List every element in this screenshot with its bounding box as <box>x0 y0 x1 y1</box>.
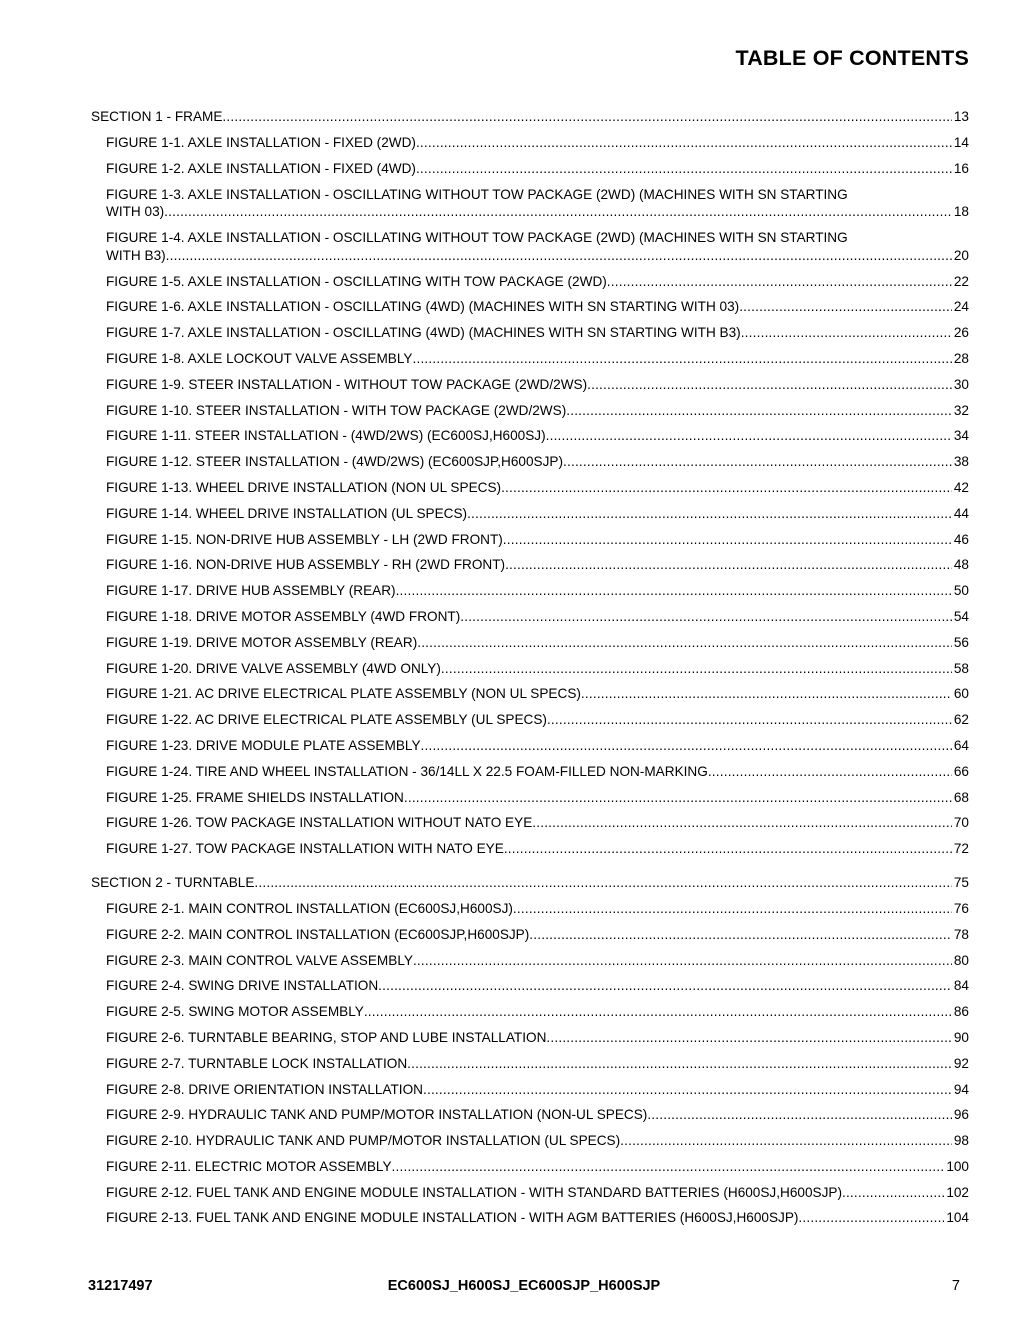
toc-entry-title: FIGURE 2-11. ELECTRIC MOTOR ASSEMBLY <box>106 1158 392 1174</box>
dot-leader <box>254 874 951 892</box>
toc-page-number: 24 <box>953 299 969 315</box>
toc-figure-entry[interactable] <box>106 1132 969 1158</box>
toc-page-number: 66 <box>953 763 969 779</box>
dot-leader <box>404 789 952 807</box>
toc-page-number: 100 <box>946 1158 969 1174</box>
toc-figure-entry[interactable] <box>106 900 969 926</box>
toc-entry-title: FIGURE 2-7. TURNTABLE LOCK INSTALLATION <box>106 1055 408 1071</box>
toc-entry-title: FIGURE 1-13. WHEEL DRIVE INSTALLATION (NON UL SPECS) <box>106 479 502 495</box>
dot-leader <box>222 108 951 126</box>
dot-leader <box>416 160 952 178</box>
toc-page-number: 26 <box>953 325 969 341</box>
toc-page-number: 86 <box>953 1004 969 1020</box>
dot-leader <box>708 763 952 781</box>
toc-figure-entry[interactable] <box>106 789 969 815</box>
toc-entry-title: FIGURE 1-11. STEER INSTALLATION - (4WD/2WS) (EC600SJ,H600SJ) <box>106 428 546 444</box>
dot-leader <box>413 952 952 970</box>
toc-figure-entry[interactable] <box>106 608 969 634</box>
toc-entry-title: FIGURE 1-14. WHEEL DRIVE INSTALLATION (UL SPECS) <box>106 505 468 521</box>
toc-page-number: 32 <box>953 402 969 418</box>
toc-entry-title: FIGURE 1-20. DRIVE VALVE ASSEMBLY (4WD ONLY) <box>106 660 441 676</box>
toc-entry-title: FIGURE 1-16. NON-DRIVE HUB ASSEMBLY - RH (2WD FRONT) <box>106 557 506 573</box>
page-footer <box>88 1278 960 1298</box>
dot-leader <box>513 900 952 918</box>
toc-entry-title: FIGURE 1-7. AXLE INSTALLATION - OSCILLATING (4WD) (MACHINES WITH SN STARTING WITH B3) <box>106 325 741 341</box>
dot-leader <box>396 582 952 600</box>
dot-leader <box>421 737 952 755</box>
dot-leader <box>417 634 952 652</box>
dot-leader <box>798 1209 944 1227</box>
toc-page-number: 75 <box>953 874 969 890</box>
dot-leader <box>378 977 952 995</box>
toc-page-number: 14 <box>953 135 969 150</box>
toc-figure-entry[interactable] <box>106 1184 969 1210</box>
toc-page-number: 96 <box>953 1107 969 1123</box>
toc-entry-title: SECTION 2 - TURNTABLE <box>91 874 255 890</box>
toc-page-number: 44 <box>953 505 969 521</box>
toc-figure-entry[interactable] <box>106 376 969 402</box>
toc-entry-title: FIGURE 1-27. TOW PACKAGE INSTALLATION WITH NATO EYE <box>106 841 504 857</box>
toc-figure-entry[interactable] <box>106 134 969 160</box>
dot-leader <box>505 556 952 574</box>
toc-page-number: 58 <box>953 660 969 676</box>
toc-entry-title: FIGURE 2-8. DRIVE ORIENTATION INSTALLATION <box>106 1081 423 1097</box>
toc-page-number: 78 <box>953 926 969 942</box>
dot-leader <box>739 298 952 316</box>
toc-figure-entry <box>106 247 969 265</box>
toc-figure-entry[interactable] <box>106 479 969 505</box>
toc-entry-title: FIGURE 1-9. STEER INSTALLATION - WITHOUT TOW PACKAGE (2WD/2WS) <box>106 376 588 392</box>
dot-leader <box>460 608 952 626</box>
dot-leader <box>581 685 952 703</box>
toc-entry-title-line: FIGURE 1-3. AXLE INSTALLATION - OSCILLATING WITHOUT TOW PACKAGE (2WD) (MACHINES WITH SN STARTING <box>106 186 848 202</box>
toc-entry-title: FIGURE 1-10. STEER INSTALLATION - WITH TOW PACKAGE (2WD/2WS) <box>106 402 567 418</box>
toc-entry-title: FIGURE 2-6. TURNTABLE BEARING, STOP AND LUBE INSTALLATION <box>106 1029 547 1045</box>
toc-figure-entry[interactable] <box>106 1106 969 1132</box>
dot-leader <box>392 1158 945 1176</box>
toc-page-number: 18 <box>953 204 969 220</box>
dot-leader <box>407 1055 952 1073</box>
toc-section-entry[interactable] <box>91 874 969 900</box>
toc-entry-title: FIGURE 2-12. FUEL TANK AND ENGINE MODULE INSTALLATION - WITH STANDARD BATTERIES (H600SJ,H600SJP) <box>106 1184 842 1200</box>
toc-figure-entry[interactable] <box>106 453 969 479</box>
dot-leader <box>647 1106 952 1124</box>
toc-entry-title: SECTION 1 - FRAME <box>91 109 223 124</box>
dot-leader <box>741 324 952 342</box>
section-spacer <box>91 866 969 874</box>
toc-page-number: 46 <box>953 531 969 547</box>
toc-figure-entry[interactable] <box>106 711 969 737</box>
toc-figure-entry[interactable] <box>106 814 969 840</box>
toc-page-number: 48 <box>953 557 969 573</box>
dot-leader <box>532 814 952 832</box>
toc-figure-entry[interactable] <box>106 324 969 350</box>
toc-entry-title: FIGURE 1-17. DRIVE HUB ASSEMBLY (REAR) <box>106 583 396 599</box>
toc-figure-entry[interactable] <box>106 298 969 324</box>
dot-leader <box>504 840 952 858</box>
toc-entry-title: FIGURE 1-24. TIRE AND WHEEL INSTALLATION - 36/14LL X 22.5 FOAM-FILLED NON-MARKING <box>106 763 708 779</box>
toc-figure-entry[interactable] <box>106 1158 969 1184</box>
toc-figure-entry[interactable] <box>106 1003 969 1029</box>
toc-entry-title: FIGURE 2-1. MAIN CONTROL INSTALLATION (EC600SJ,H600SJ) <box>106 900 513 916</box>
dot-leader <box>587 376 952 394</box>
toc-figure-entry[interactable] <box>106 1029 969 1055</box>
toc-page-number: 80 <box>953 952 969 968</box>
dot-leader <box>166 247 952 265</box>
toc-page-number: 42 <box>953 479 969 495</box>
toc-page-number: 72 <box>953 841 969 857</box>
toc-page-number: 70 <box>953 815 969 831</box>
toc-page-number: 104 <box>946 1210 969 1226</box>
toc-entry-title-line: FIGURE 1-4. AXLE INSTALLATION - OSCILLATING WITHOUT TOW PACKAGE (2WD) (MACHINES WITH SN STARTING <box>106 230 848 246</box>
model-names: EC600SJ_H600SJ_EC600SJP_H600SJP <box>387 1278 661 1294</box>
dot-leader <box>547 711 952 729</box>
toc-page-number: 56 <box>953 634 969 650</box>
toc-figure-entry[interactable] <box>106 350 969 376</box>
toc-entry-title: WITH 03) <box>106 204 165 220</box>
toc-figure-entry[interactable] <box>106 427 969 453</box>
dot-leader <box>364 1003 952 1021</box>
toc-figure-entry[interactable] <box>106 1081 969 1107</box>
toc-figure-entry[interactable] <box>106 160 969 186</box>
toc-figure-entry[interactable] <box>106 926 969 952</box>
toc-figure-entry[interactable] <box>106 660 969 686</box>
dot-leader <box>563 453 952 471</box>
dot-leader <box>842 1184 944 1202</box>
toc-entry-title: FIGURE 1-26. TOW PACKAGE INSTALLATION WITHOUT NATO EYE <box>106 815 533 831</box>
toc-figure-entry[interactable] <box>106 402 969 428</box>
page-title: TABLE OF CONTENTS <box>735 46 969 70</box>
toc-page-number: 62 <box>953 712 969 728</box>
toc-entry-title: FIGURE 1-8. AXLE LOCKOUT VALVE ASSEMBLY <box>106 350 413 366</box>
dot-leader <box>546 1029 951 1047</box>
toc-page-number: 30 <box>953 376 969 392</box>
toc-figure-entry[interactable] <box>106 952 969 978</box>
dot-leader <box>529 926 952 944</box>
dot-leader <box>607 273 952 291</box>
toc-figure-entry <box>106 203 969 221</box>
toc-page-number: 84 <box>953 978 969 994</box>
toc-page-number: 22 <box>953 273 969 289</box>
toc-figure-entry[interactable] <box>106 1055 969 1081</box>
toc-page-number: 98 <box>953 1133 969 1149</box>
dot-leader <box>423 1081 952 1099</box>
toc-page-number: 16 <box>953 160 969 176</box>
dot-leader <box>412 350 951 368</box>
toc-entry-title: FIGURE 1-25. FRAME SHIELDS INSTALLATION <box>106 789 404 805</box>
dot-leader <box>566 402 952 420</box>
toc-figure-entry[interactable] <box>106 634 969 660</box>
toc-entry-title: FIGURE 2-13. FUEL TANK AND ENGINE MODULE INSTALLATION - WITH AGM BATTERIES (H600SJ,H600SJP) <box>106 1210 799 1226</box>
toc-page-number: 38 <box>953 454 969 470</box>
toc-page-number: 102 <box>946 1184 969 1200</box>
dot-leader <box>503 531 952 549</box>
toc-entry-wrapped[interactable] <box>106 229 969 273</box>
toc-entry-title: FIGURE 2-2. MAIN CONTROL INSTALLATION (EC600SJP,H600SJP) <box>106 926 530 942</box>
toc-page-number: 54 <box>953 608 969 624</box>
toc-entry-title: WITH B3) <box>106 247 166 263</box>
dot-leader <box>546 427 952 445</box>
toc-entry-title: FIGURE 1-19. DRIVE MOTOR ASSEMBLY (REAR) <box>106 634 418 650</box>
toc-figure-entry[interactable] <box>106 977 969 1003</box>
toc-figure-entry[interactable] <box>106 556 969 582</box>
toc-entry-title: FIGURE 2-3. MAIN CONTROL VALVE ASSEMBLY <box>106 952 413 968</box>
toc-entry-title: FIGURE 1-23. DRIVE MODULE PLATE ASSEMBLY <box>106 737 421 753</box>
toc-section-entry[interactable] <box>91 108 969 134</box>
toc-entry-wrapped[interactable] <box>106 186 969 230</box>
toc-figure-entry[interactable] <box>106 763 969 789</box>
toc-page-number: 68 <box>953 789 969 805</box>
dot-leader <box>441 660 952 678</box>
toc-entry-title: FIGURE 1-1. AXLE INSTALLATION - FIXED (2WD) <box>106 135 416 150</box>
toc-figure-entry[interactable] <box>106 531 969 557</box>
toc-figure-entry[interactable] <box>106 685 969 711</box>
toc-entry-title: FIGURE 2-5. SWING MOTOR ASSEMBLY <box>106 1004 364 1020</box>
toc-page-number: 28 <box>953 350 969 366</box>
dot-leader <box>501 479 952 497</box>
toc-entry-title: FIGURE 1-12. STEER INSTALLATION - (4WD/2WS) (EC600SJP,H600SJP) <box>106 454 564 470</box>
dot-leader <box>620 1132 952 1150</box>
toc-entry-title: FIGURE 1-15. NON-DRIVE HUB ASSEMBLY - LH (2WD FRONT) <box>106 531 503 547</box>
toc-entry-title: FIGURE 1-5. AXLE INSTALLATION - OSCILLATING WITH TOW PACKAGE (2WD) <box>106 273 607 289</box>
toc-figure-entry[interactable] <box>106 582 969 608</box>
toc-entry-title: FIGURE 2-9. HYDRAULIC TANK AND PUMP/MOTOR INSTALLATION (NON-UL SPECS) <box>106 1107 648 1123</box>
toc-page-number: 64 <box>953 737 969 753</box>
toc-figure-entry[interactable] <box>106 1209 969 1235</box>
toc-entry-title: FIGURE 1-6. AXLE INSTALLATION - OSCILLATING (4WD) (MACHINES WITH SN STARTING WITH 03) <box>106 299 740 315</box>
toc-page-number: 34 <box>953 428 969 444</box>
toc-page-number: 13 <box>953 109 969 124</box>
toc-page-number: 90 <box>953 1029 969 1045</box>
toc-figure-entry[interactable] <box>106 840 969 866</box>
toc-entry-title: FIGURE 1-18. DRIVE MOTOR ASSEMBLY (4WD FRONT) <box>106 608 461 624</box>
toc-page-number: 76 <box>953 900 969 916</box>
dot-leader <box>416 134 952 152</box>
toc-entry-title: FIGURE 2-10. HYDRAULIC TANK AND PUMP/MOTOR INSTALLATION (UL SPECS) <box>106 1133 621 1149</box>
page-number: 7 <box>951 1278 960 1294</box>
toc-entry-title: FIGURE 2-4. SWING DRIVE INSTALLATION <box>106 978 379 994</box>
toc-page-number: 92 <box>953 1055 969 1071</box>
toc-entry-title: FIGURE 1-21. AC DRIVE ELECTRICAL PLATE ASSEMBLY (NON UL SPECS) <box>106 686 581 702</box>
toc-figure-entry[interactable] <box>106 273 969 299</box>
dot-leader <box>164 203 952 221</box>
toc-entry-title: FIGURE 1-2. AXLE INSTALLATION - FIXED (4WD) <box>106 160 416 176</box>
toc-figure-entry[interactable] <box>106 737 969 763</box>
toc-entry-title: FIGURE 1-22. AC DRIVE ELECTRICAL PLATE ASSEMBLY (UL SPECS) <box>106 712 547 728</box>
toc-page-number: 60 <box>953 686 969 702</box>
toc-page-number: 94 <box>953 1081 969 1097</box>
toc-figure-entry[interactable] <box>106 505 969 531</box>
toc-page-number: 50 <box>953 583 969 599</box>
table-of-contents <box>91 108 969 1235</box>
dot-leader <box>467 505 952 523</box>
toc-page-number: 20 <box>953 247 969 263</box>
document-number: 31217497 <box>88 1278 153 1294</box>
